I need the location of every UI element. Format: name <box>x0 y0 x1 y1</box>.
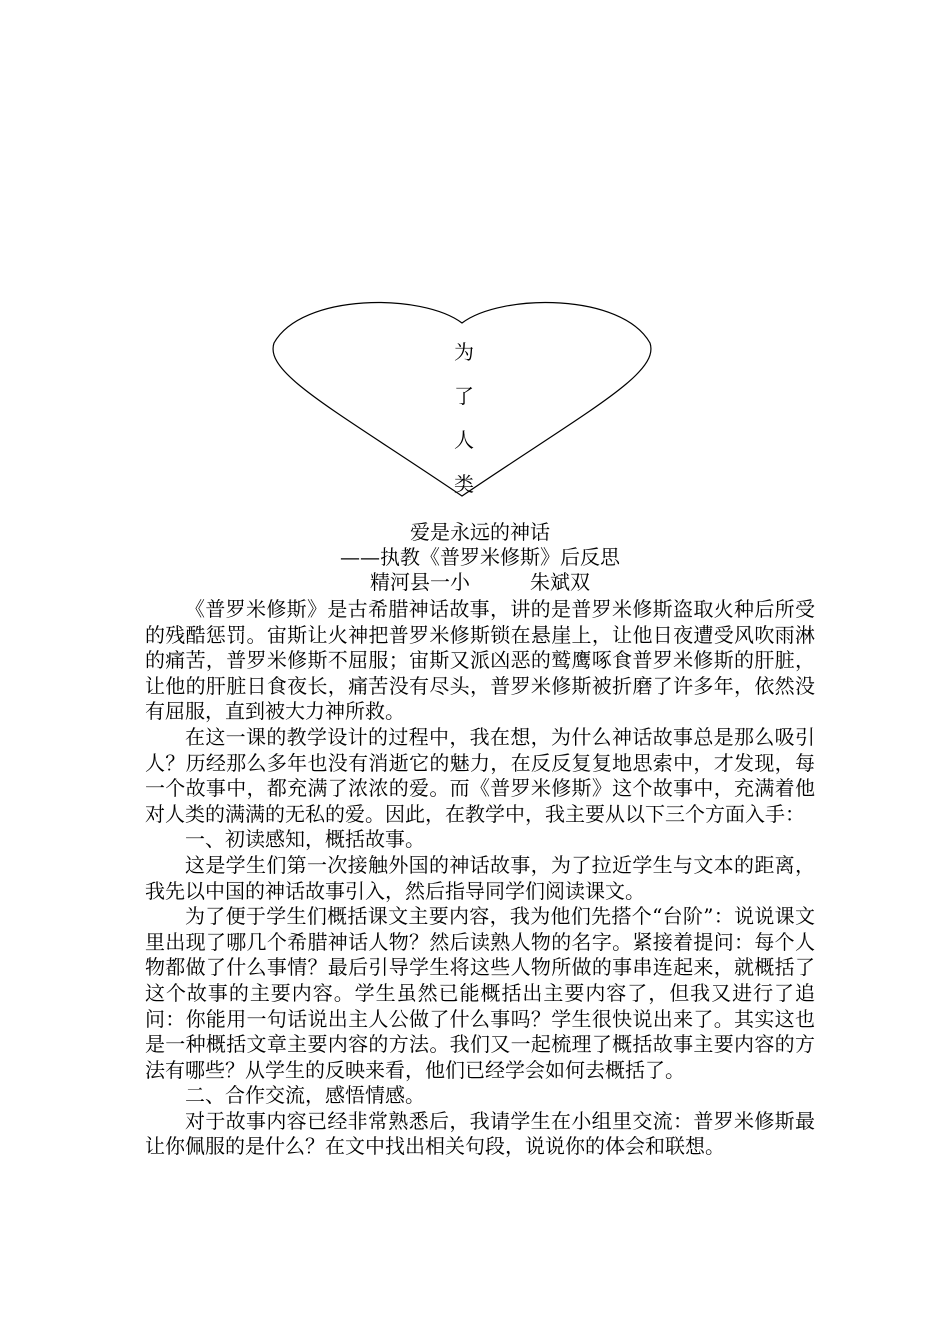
author-name: 朱斌双 <box>530 570 590 594</box>
heart-title-char: 类 <box>454 472 474 496</box>
heart-vertical-title <box>444 330 484 506</box>
heart-title-char: 人 <box>454 428 474 452</box>
author-school: 精河县一小 <box>370 570 470 594</box>
document-title: 爱是永远的神话 <box>410 520 550 544</box>
document-subtitle: ——执教《普罗米修斯》后反思 <box>340 545 620 569</box>
author-line <box>145 570 815 595</box>
heart-title-char: 了 <box>454 384 474 408</box>
paragraph: 这是学生们第一次接触外国的神话故事，为了拉近学生与文本的距离，我先以中国的神话故事引入，然后指导同学们阅读课文。 <box>145 852 815 903</box>
paragraph: 对于故事内容已经非常熟悉后，我请学生在小组里交流：普罗米修斯最让你佩服的是什么？在文中找出相关句段，说说你的体会和联想。 <box>145 1108 815 1159</box>
section-heading: 二、合作交流，感悟情感。 <box>185 1083 425 1108</box>
paragraph: 《普罗米修斯》是古希腊神话故事，讲的是普罗米修斯盗取火种后所受的残酷惩罚。宙斯让火神把普罗米修斯锁在悬崖上，让他日夜遭受风吹雨淋的痛苦，普罗米修斯不屈服；宙斯又派凶恶的鹫鹰啄食普罗米修斯的肝脏，让他的肝脏日食夜长，痛苦没有尽头，普罗米修斯被折磨了许多年，依然没有屈服，直到被大力神所救。 <box>145 597 815 724</box>
paragraph: 为了便于学生们概括课文主要内容，我为他们先搭个“台阶”：说说课文里出现了哪几个希腊神话人物？然后读熟人物的名字。紧接着提问：每个人物都做了什么事情？最后引导学生将这些人物所做的事串连起来，就概括了这个故事的主要内容。学生虽然已能概括出主要内容了，但我又进行了追问：你能用一句话说出主人公做了什么事吗？学生很快说出来了。其实这也是一种概括文章主要内容的方法。我们又一起梳理了概括故事主要内容的方法有哪些？从学生的反映来看，他们已经学会如何去概括了。 <box>145 904 815 1082</box>
article-body <box>145 597 815 1160</box>
section-heading: 一、初读感知，概括故事。 <box>185 827 425 852</box>
heart-title-char: 为 <box>454 340 474 364</box>
document-header <box>145 520 815 595</box>
paragraph: 在这一课的教学设计的过程中，我在想，为什么神话故事总是那么吸引人？历经那么多年也没有消逝它的魅力，在反反复复地思索中，才发现，每一个故事中，都充满了浓浓的爱。而《普罗米修斯》这个故事中，充满着他对人类的满满的无私的爱。因此，在教学中，我主要从以下三个方面入手： <box>145 724 815 826</box>
